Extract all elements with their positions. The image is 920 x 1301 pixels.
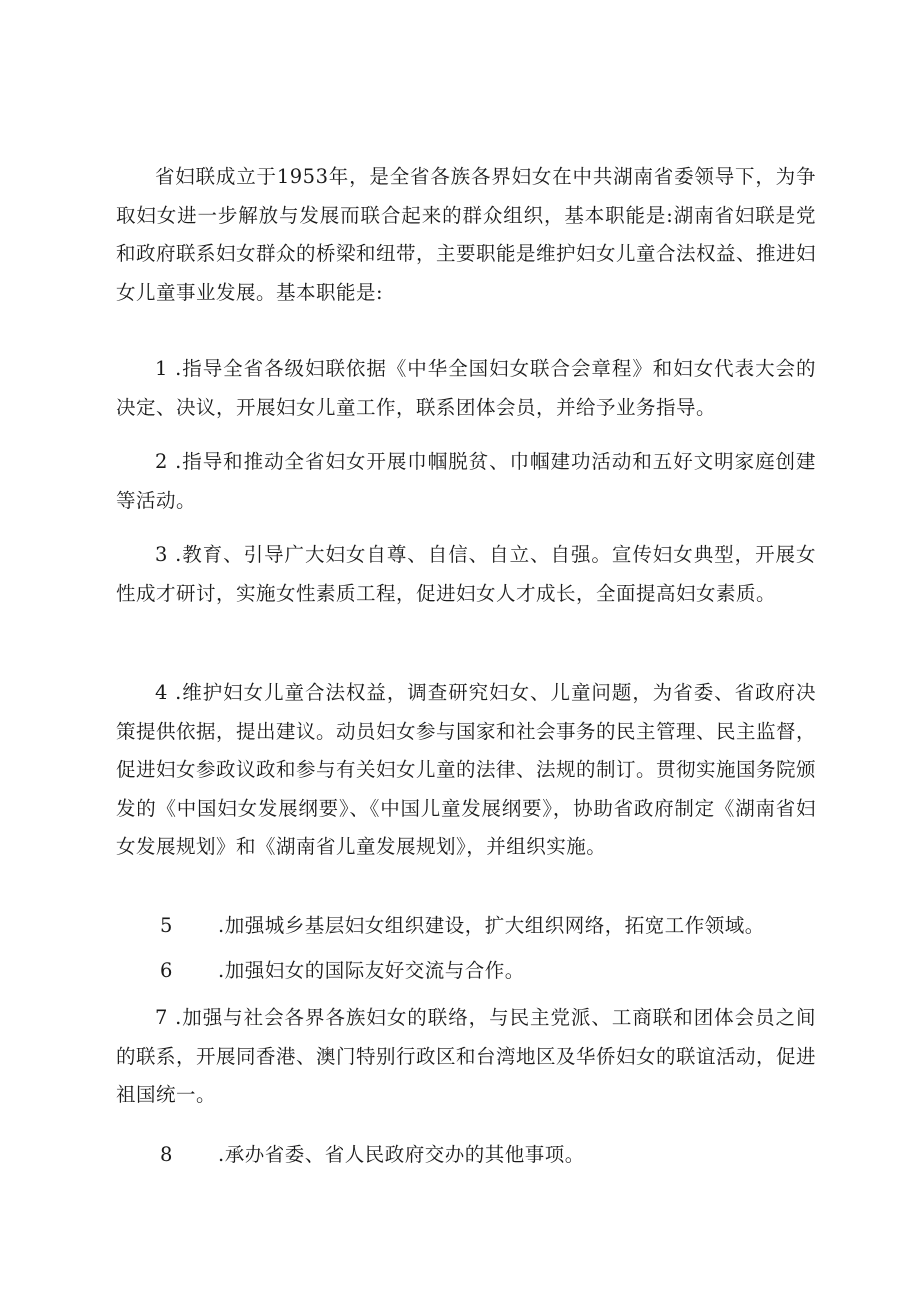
list-item-7	[116, 999, 816, 1115]
item-number: 3	[155, 543, 168, 566]
item-number: 1	[155, 357, 168, 380]
item-number: 8	[160, 1143, 173, 1166]
list-item-1	[116, 350, 816, 427]
item-text: .维护妇女儿童合法权益，调查研究妇女、儿童问题，为省委、省政府决策提供依据，提出建议。动员妇女参与国家和社会事务的民主管理、民主监督，促进妇女参政议政和参与有关妇女儿童的法律、法规的制订。贯彻实施国务院颁发的《中国妇女发展纲要》、《中国儿童发展纲要》，协助省政府制定《湖南省妇女发展规划》和《湖南省儿童发展规划》，并组织实施。	[116, 681, 817, 858]
item-text: .承办省委、省人民政府交办的其他事项。	[218, 1143, 585, 1166]
intro-paragraph: 省妇联成立于1953年，是全省各族各界妇女在中共湖南省委领导下，为争取妇女进一步解放与发展而联合起来的群众组织，基本职能是:湖南省妇联是党和政府联系妇女群众的桥梁和纽带，主要职能是维护妇女儿童合法权益、推进妇女儿童事业发展。基本职能是:	[116, 165, 817, 304]
list-item-8	[160, 1136, 585, 1175]
list-item-4	[116, 674, 816, 867]
item-number: 4	[155, 681, 168, 704]
item-text: .加强妇女的国际友好交流与合作。	[218, 959, 525, 982]
item-text: .加强与社会各界各族妇女的联络，与民主党派、工商联和团体会员之间的联系，开展同香港、澳门特别行政区和台湾地区及华侨妇女的联谊活动，促进祖国统一。	[116, 1006, 817, 1106]
item-text: .指导和推动全省妇女开展巾帼脱贫、巾帼建功活动和五好文明家庭创建等活动。	[116, 450, 817, 512]
list-item-6	[160, 952, 525, 991]
item-number: 2	[155, 450, 168, 473]
item-number: 6	[160, 959, 173, 982]
list-item-5	[160, 907, 765, 946]
item-text: .教育、引导广大妇女自尊、自信、自立、自强。宣传妇女典型，开展女性成才研讨，实施女性素质工程，促进妇女人才成长，全面提高妇女素质。	[116, 543, 817, 605]
item-number: 5	[160, 914, 173, 937]
item-text: .指导全省各级妇联依据《中华全国妇女联合会章程》和妇女代表大会的决定、决议，开展妇女儿童工作，联系团体会员，并给予业务指导。	[116, 357, 817, 419]
item-number: 7	[155, 1006, 168, 1029]
list-item-2	[116, 443, 816, 520]
item-text: .加强城乡基层妇女组织建设，扩大组织网络，拓宽工作领域。	[218, 914, 765, 937]
list-item-3	[116, 536, 816, 613]
